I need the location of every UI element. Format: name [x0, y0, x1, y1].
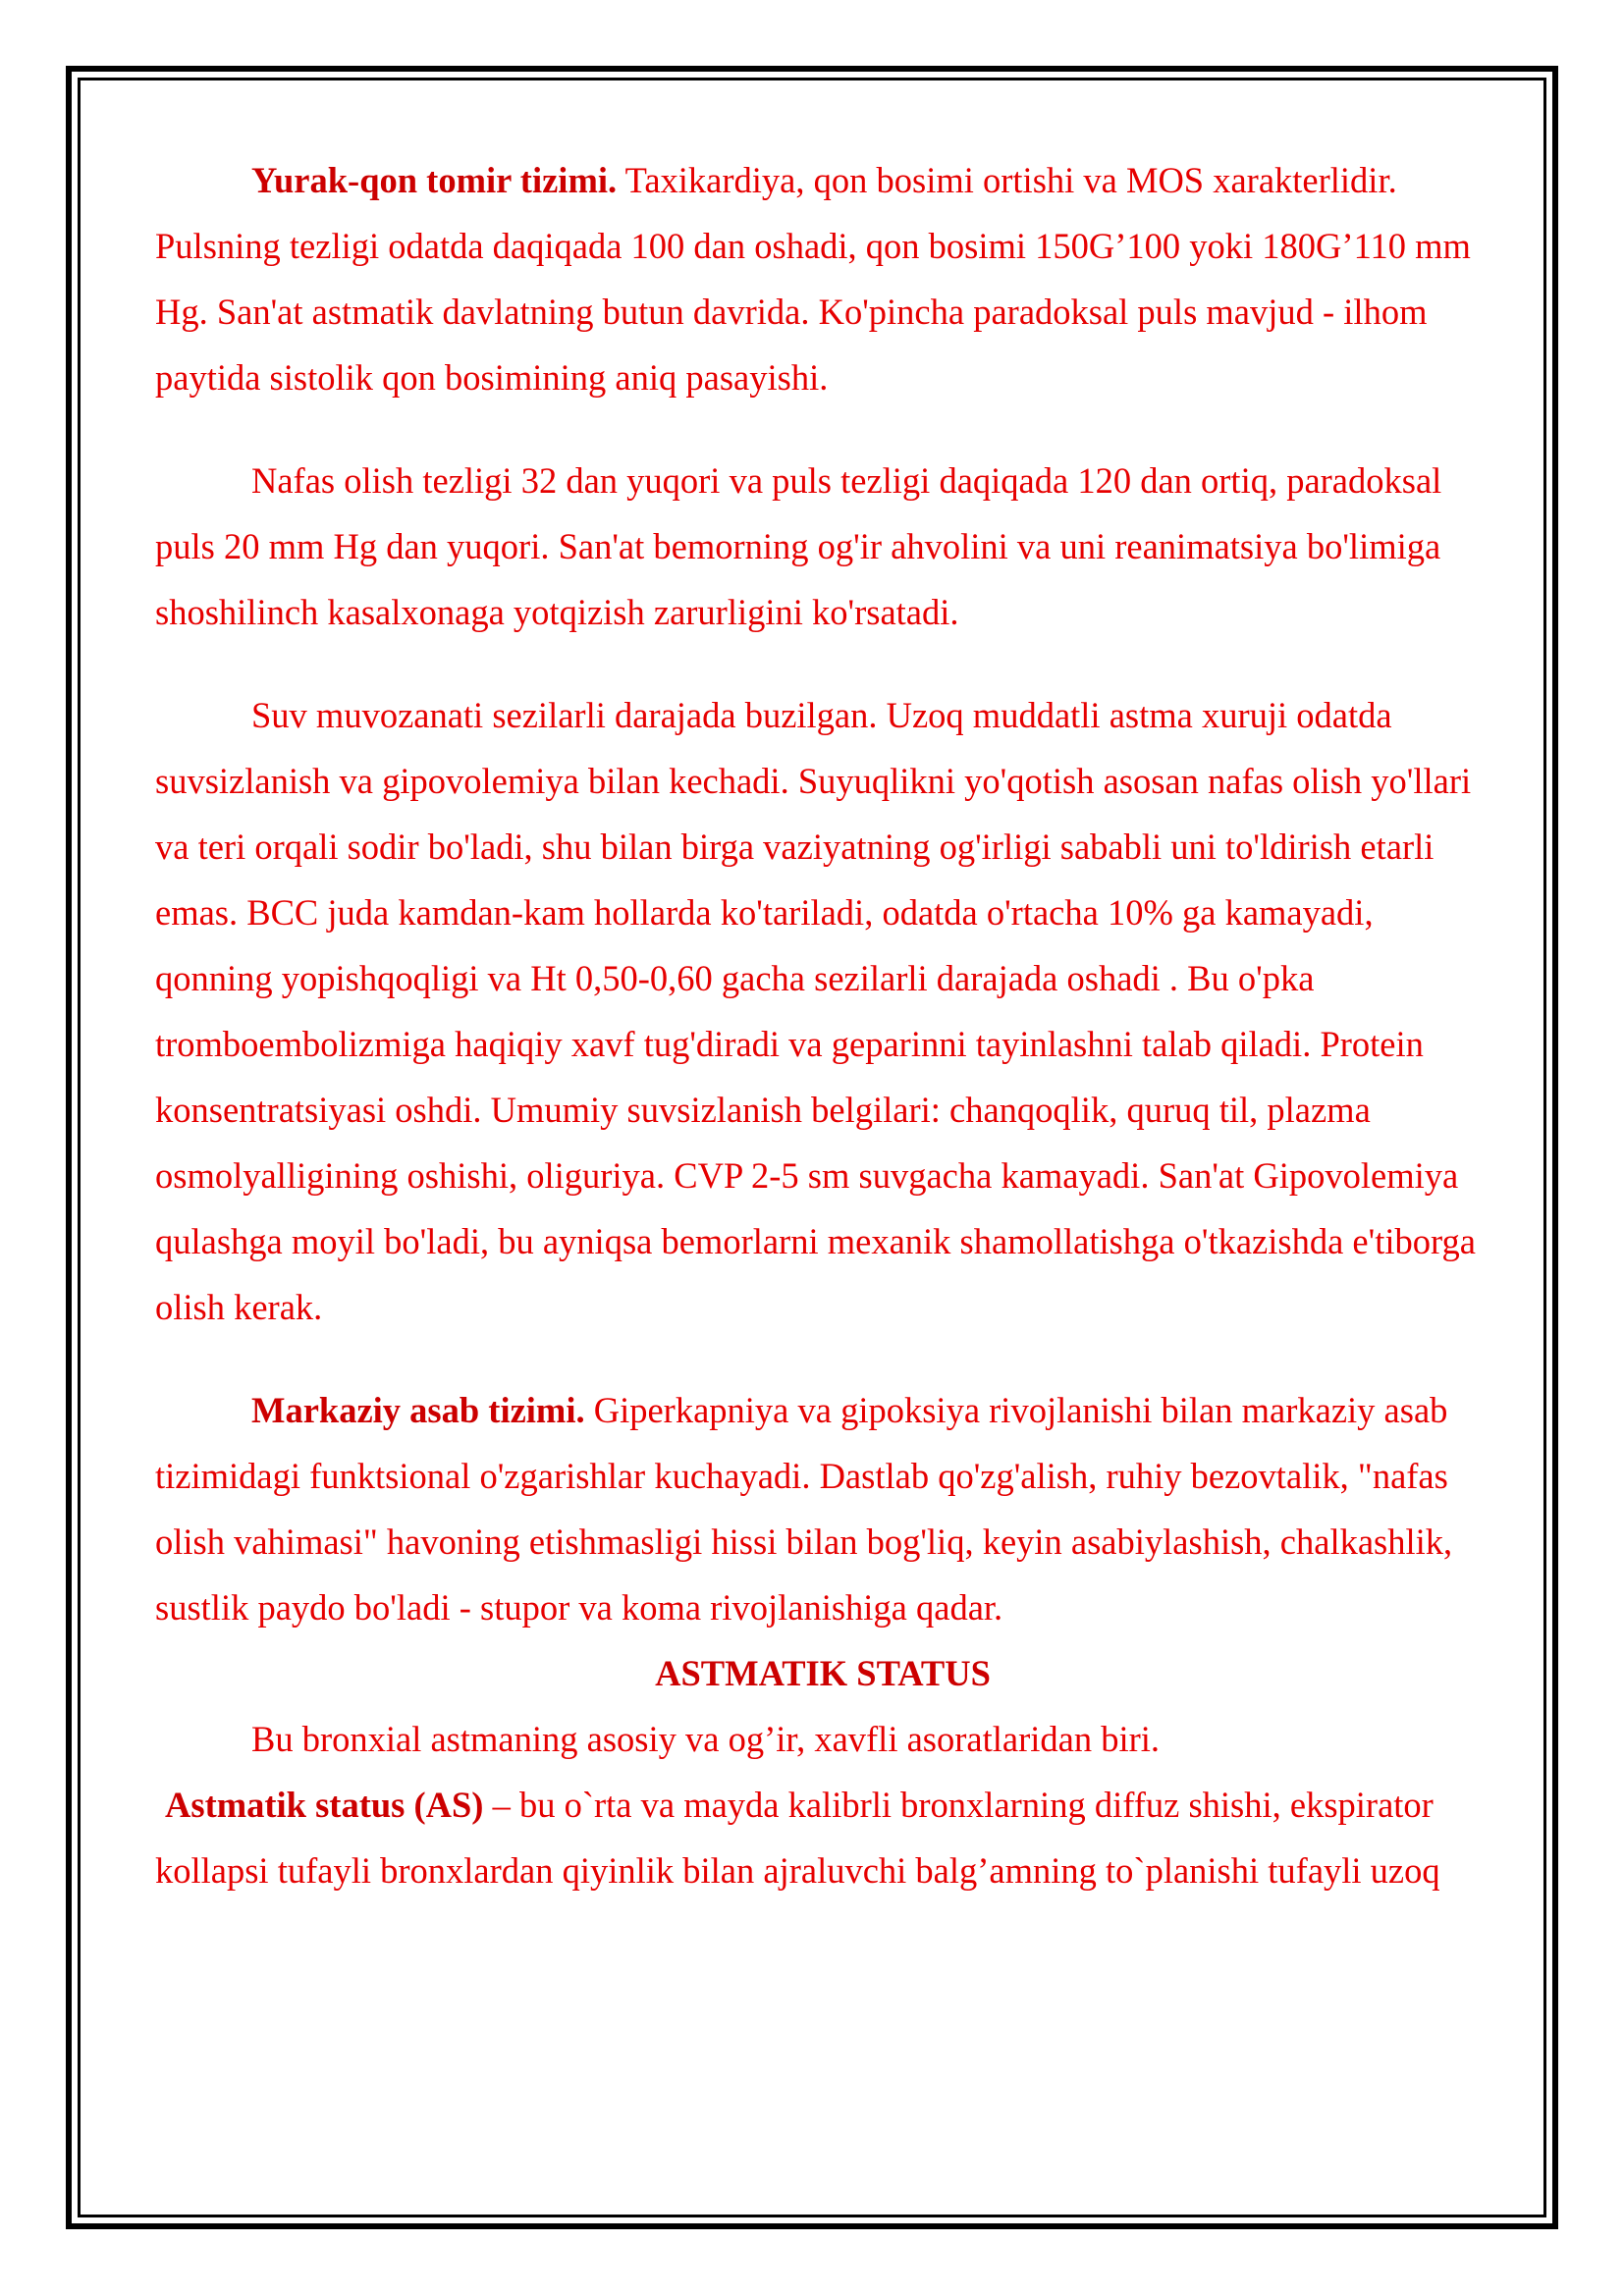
paragraph-text: kollapsi tufayli bronxlardan qiyinlik bilan ajraluvchi balg’amning to`planishi tufayli uzoq [155, 1850, 1440, 1891]
paragraph-text: Suv muvozanati sezilarli darajada buzilgan. Uzoq muddatli astma xuruji odatda suvsizlanish va gipovolemiya bilan kechadi. Suyuqlikni yo'qotish asosan nafas olish yo'llari va teri orqali sodir bo'ladi, shu bilan birga vaziyatning og'irligi sababli uni to'ldirish etarli emas. BCC juda kamdan-kam hollarda ko'tariladi, odatda o'rtacha 10% ga kamayadi, qonning yopishqoqligi va Ht 0,50-0,60 gacha sezilarli darajada oshadi . Bu o'pka tromboembolizmiga haqiqiy xavf tug'diradi va geparinni tayinlashni talab qiladi. Protein konsentratsiyasi oshdi. Umumiy suvsizlanish belgilari: chanqoqlik, quruq til, plazma osmolyalligining oshishi, oliguriya. CVP 2-5 sm suvgacha kamayadi. San'at Gipovolemiya qulashga moyil bo'ladi, bu ayniqsa bemorlarni mexanik shamollatishga o'tkazishda e'tiborga olish kerak. [155, 695, 1476, 1327]
paragraph-cns [155, 1377, 1490, 1640]
paragraph-respiratory-rate [155, 448, 1490, 645]
paragraph-text: Bu bronxial astmaning asosiy va og’ir, xavfli asoratlaridan biri. [251, 1719, 1161, 1759]
paragraph-text: – bu o`rta va mayda kalibrli bronxlarning diffuz shishi, ekspirator [483, 1785, 1434, 1825]
paragraph-intro [155, 1706, 1490, 1772]
section-title-cns: Markaziy asab tizimi. [251, 1390, 585, 1430]
section-title-cardiovascular: Yurak-qon tomir tizimi. [251, 160, 618, 200]
paragraph-water-balance [155, 682, 1490, 1340]
paragraph-text: Taxikardiya, qon bosimi ortishi va MOS xarakterlidir. Pulsning tezligi odatda daqiqada 100 dan oshadi, qon bosimi 150G’100 yoki 180G’110 mm Hg. San'at astmatik davlatning butun davrida. Ko'pincha paradoksal puls mavjud - ilhom paytida sistolik qon bosimining aniq pasayishi. [155, 160, 1471, 398]
paragraph-definition [155, 1772, 1490, 1838]
paragraph-text: Giperkapniya va gipoksiya rivojlanishi bilan markaziy asab tizimidagi funktsional o'zgarishlar kuchayadi. Dastlab qo'zg'alish, ruhiy bezovtalik, "nafas olish vahimasi" havoning etishmasligi hissi bilan bog'liq, keyin asabiylashish, chalkashlik, sustlik paydo bo'ladi - stupor va koma rivojlanishiga qadar. [155, 1390, 1453, 1628]
paragraph-definition-continued [155, 1838, 1490, 1903]
term-asthmatic-status: Astmatik status (AS) [165, 1785, 484, 1825]
section-heading-asthmatic-status: ASTMATIK STATUS [655, 1653, 991, 1693]
document-body [155, 147, 1490, 1903]
paragraph-cardiovascular [155, 147, 1490, 410]
paragraph-text: Nafas olish tezligi 32 dan yuqori va puls tezligi daqiqada 120 dan ortiq, paradoksal puls 20 mm Hg dan yuqori. San'at bemorning og'ir ahvolini va uni reanimatsiya bo'limiga shoshilinch kasalxonaga yotqizish zarurligini ko'rsatadi. [155, 460, 1442, 632]
